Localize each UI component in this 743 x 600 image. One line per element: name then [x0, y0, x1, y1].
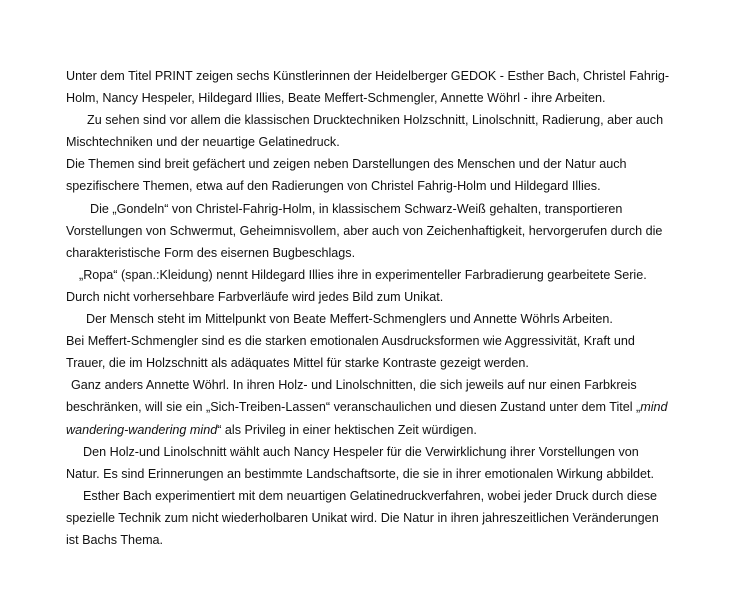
text-line: Ganz anders Annette Wöhrl. In ihren Holz- und Linolschnitten, die sich jeweils auf nur einen Farbkreis	[71, 378, 637, 393]
text-line: spezielle Technik zum nicht wiederholbaren Unikat wird. Die Natur in ihren jahreszeitlichen Veränderungen	[66, 510, 659, 525]
text-line: Vorstellungen von Schwermut, Geheimnisvollem, aber auch von Zeichenhaftigkeit, hervorgerufen durch die	[66, 223, 663, 238]
text-line: Durch nicht vorhersehbare Farbverläufe wird jedes Bild zum Unikat.	[66, 289, 444, 304]
text-line: Natur. Es sind Erinnerungen an bestimmte Landschaftsorte, die sie in ihrer emotionalen Wirkung abbildet.	[66, 466, 655, 481]
text-line	[66, 396, 676, 418]
italic-text: wandering-wandering mind	[66, 422, 218, 437]
text-line: Mischtechniken und der neuartige Gelatinedruck.	[66, 135, 340, 150]
text-line: Unter dem Titel PRINT zeigen sechs Künstlerinnen der Heidelberger GEDOK - Esther Bach, Christel Fahrig-	[66, 69, 670, 83]
text-line: Esther Bach experimentiert mit dem neuartigen Gelatinedruckverfahren, wobei jeder Druck durch diese	[83, 488, 657, 503]
text-line: ist Bachs Thema.	[66, 532, 164, 547]
text-line: Den Holz-und Linolschnitt wählt auch Nancy Hespeler für die Verwirklichung ihrer Vorstellungen von	[83, 444, 639, 459]
text-segment: “ als Privileg in einer hektischen Zeit würdigen.	[217, 422, 477, 437]
text-line: Bei Meffert-Schmengler sind es die starken emotionalen Ausdrucksformen wie Aggressivität, Kraft und	[66, 334, 635, 349]
text-line: „Ropa“ (span.:Kleidung) nennt Hildegard Illies ihre in experimenteller Farbradierung gearbeitete Serie.	[79, 267, 647, 282]
text-segment: beschränken, will sie ein „Sich-Treiben-Lassen“ veranschaulichen und diesen Zustand unter dem Titel „	[66, 400, 641, 415]
text-line: charakteristische Form des eisernen Bugbeschlags.	[66, 245, 356, 260]
text-line	[66, 419, 676, 441]
text-line: Trauer, die im Holzschnitt als adäquates Mittel für starke Kontraste gezeigt werden.	[66, 356, 529, 371]
text-line: spezifischere Themen, etwa auf den Radierungen von Christel Fahrig-Holm und Hildegard Illies.	[66, 179, 601, 194]
text-line: Die „Gondeln“ von Christel-Fahrig-Holm, in klassischem Schwarz-Weiß gehalten, transportieren	[90, 201, 623, 216]
text-line: Zu sehen sind vor allem die klassischen Drucktechniken Holzschnitt, Linolschnitt, Radierung, aber auch	[87, 113, 664, 128]
text-line: Holm, Nancy Hespeler, Hildegard Illies, Beate Meffert-Schmengler, Annette Wöhrl - ihre Arbeiten.	[66, 91, 606, 106]
italic-text: mind	[640, 400, 668, 415]
document-body	[66, 65, 676, 551]
text-line: Der Mensch steht im Mittelpunkt von Beate Meffert-Schmenglers und Annette Wöhrls Arbeiten.	[86, 312, 613, 327]
text-line: Die Themen sind breit gefächert und zeigen neben Darstellungen des Menschen und der Natur auch	[66, 157, 627, 172]
